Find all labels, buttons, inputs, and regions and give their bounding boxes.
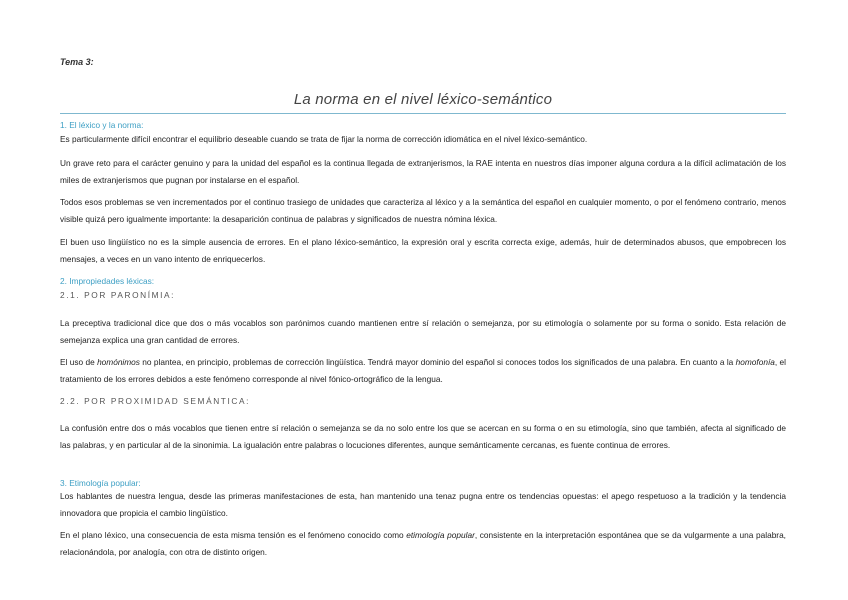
section-1-paragraph-4: El buen uso lingüístico no es la simple ausencia de errores. En el plano léxico-semántico, la expresión oral y escrita correcta exige, además, huir de determinados abusos, que empobrecen los mensajes, a veces en un vano intento de enriquecerlos. [60,237,786,264]
p2-term-homonimos: homónimos [97,357,140,367]
s3-p2-text-c: , consistente en la interpretación espontánea que se da vulgarmente a una palabra, relacionándola, por analogía, con otra de distinto origen. [60,530,786,557]
topic-label: Tema 3: [60,57,94,67]
section-3-paragraph-1: Los hablantes de nuestra lengua, desde las primeras manifestaciones de esta, han mantenido una tenaz pugna entre os tendencias opuestas: el apego respetuoso a la tradición y la tendencia innovadora que propicia el cambio lingüístico. [60,491,786,518]
section-2-heading: 2. Impropiedades léxicas: [60,276,155,286]
page-title: La norma en el nivel léxico-semántico [293,91,553,108]
title-underline [60,113,786,114]
s3-p2-term: etimología popular [406,530,475,540]
section-2-paragraph-3: La confusión entre dos o más vocablos que tienen entre sí relación o semejanza se da no solo entre los que se acercan en su forma o en su etimología, sino que también, afecta al significado de las palabras, y en particular al de la sinonimia. La igualación entre palabras o locuciones diferentes, aunque semánticamente cercanas, es fuente continua de errores. [60,423,786,450]
section-2-paragraph-1: La preceptiva tradicional dice que dos o más vocablos son parónimos cuando mantienen entre sí relación o semejanza, por su etimología o solamente por su forma o sonido. Esta relación de semejanza explica una gran cantidad de errores. [60,318,786,345]
subsection-2-1-heading: 2.1. POR PARONÍMIA: [60,290,176,300]
s3-p2-text-a: En el plano léxico, una consecuencia de esta misma tensión es el fenómeno conocido como [60,530,407,540]
section-1-paragraph-2: Un grave reto para el carácter genuino y para la unidad del español es la continua llegada de extranjerismos, la RAE intenta en nuestros días imponer alguna cordura a la difícil aclimatación de los miles de extranjerismos que pugnan por instalarse en el español. [60,158,786,185]
p2-text-a: El uso de [60,357,98,367]
section-3-heading: 3. Etimología popular: [60,478,141,488]
section-2-paragraph-2 [60,354,786,387]
p2-text-e: , el tratamiento de los errores debidos a este fenómeno corresponde al nivel fónico-ortográfico de la lengua. [60,357,786,384]
p2-text-c: no plantea, en principio, problemas de corrección lingüística. Tendrá mayor dominio del español si conoces todos los significados de una palabra. En cuanto a la [139,357,736,367]
section-1-heading: 1. El léxico y la norma: [60,120,144,130]
section-3-paragraph-2 [60,527,786,560]
section-1-paragraph-3: Todos esos problemas se ven incrementados por el continuo trasiego de unidades que caracteriza al léxico y a la semántica del español en cualquier momento, o por el fenómeno contrario, menos visible quizá pero igualmente importante: la desaparición continua de palabras y significados de nuestra nómina léxica. [60,197,786,224]
section-1-paragraph-1: Es particularmente difícil encontrar el equilibrio deseable cuando se trata de fijar la norma de corrección idiomática en el nivel léxico-semántico. [60,134,588,144]
subsection-2-2-heading: 2.2. POR PROXIMIDAD SEMÁNTICA: [60,396,250,406]
document-page [60,0,786,600]
p2-term-homofonia: homofonía [735,357,775,367]
